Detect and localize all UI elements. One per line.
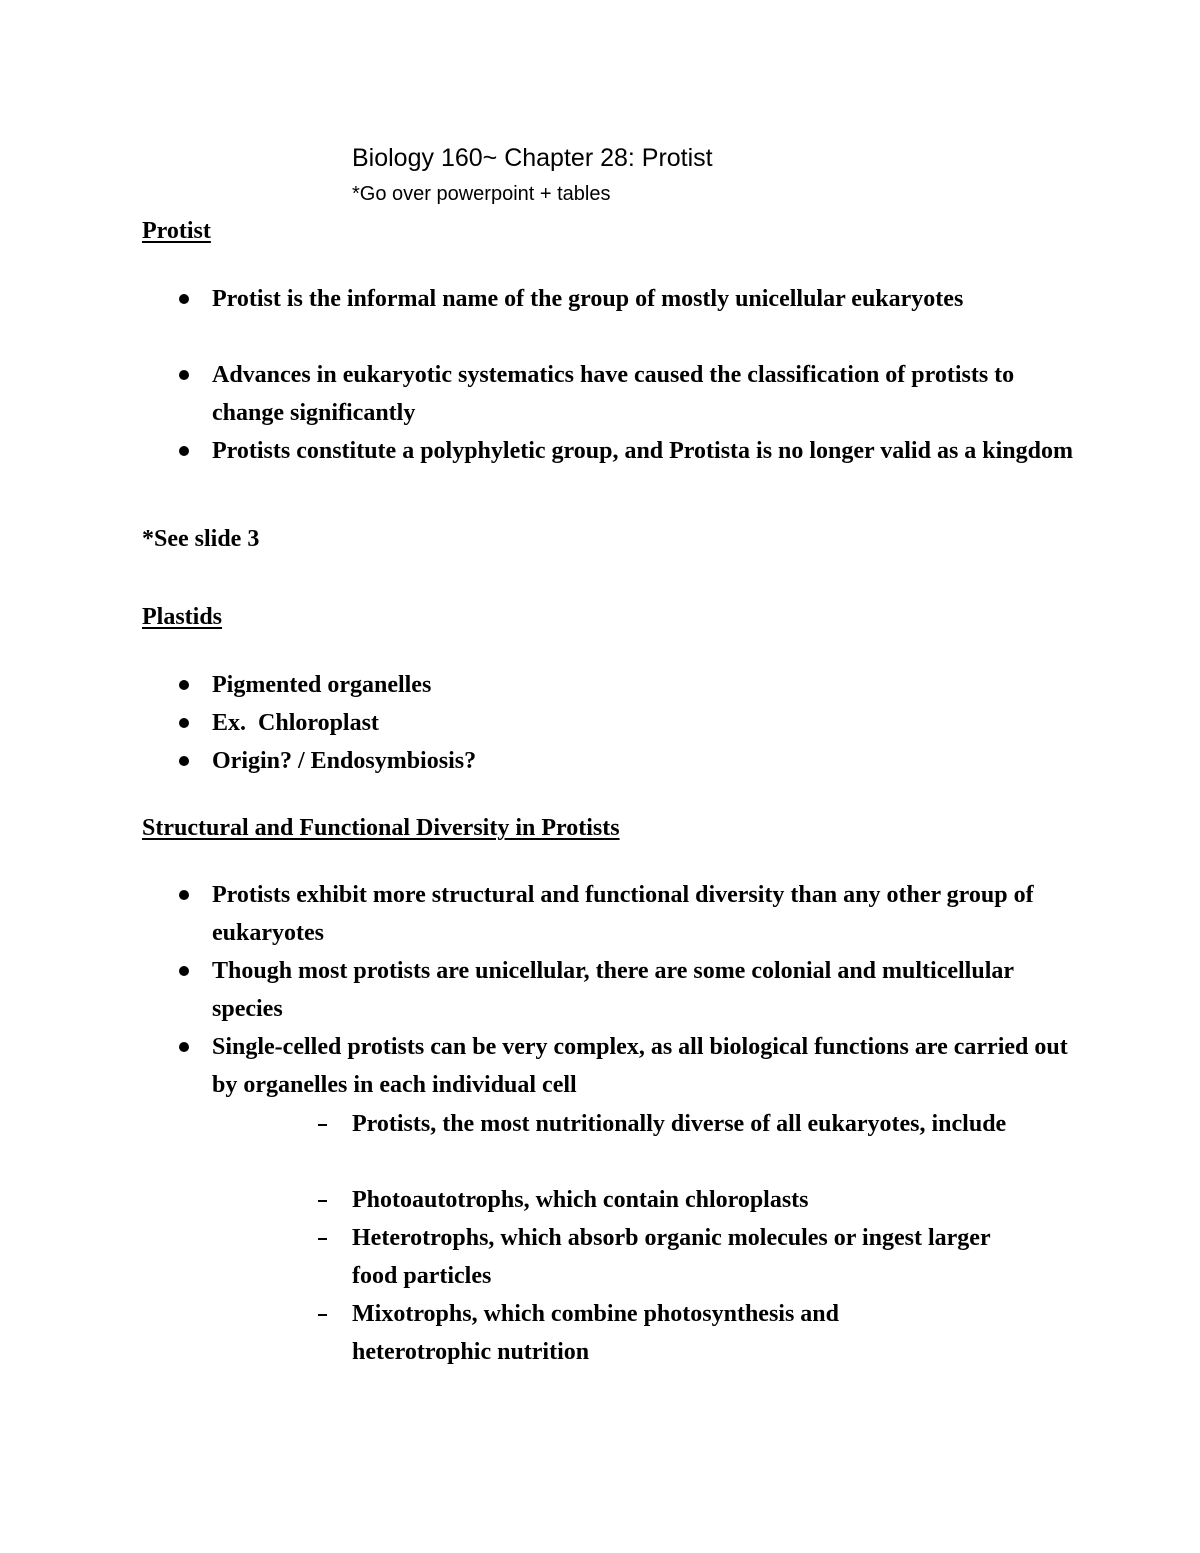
bullet-icon: [179, 680, 189, 690]
sub-list-item-text: Mixotrophs, which combine photosynthesis and heterotrophic nutrition: [352, 1301, 839, 1365]
bullet-icon: [179, 718, 189, 728]
list-item-text: Though most protists are unicellular, there are some colonial and multicellular species: [212, 958, 1014, 1022]
bullet-icon: [179, 966, 189, 976]
list-item-text: Ex. Chloroplast: [212, 710, 379, 736]
bullet-icon: [179, 1042, 189, 1052]
bullet-icon: [179, 890, 189, 900]
section-heading-plastids: Plastids: [142, 604, 223, 630]
list-item-text: Origin? / Endosymbiosis?: [212, 748, 477, 774]
section-heading-diversity: Structural and Functional Diversity in Protists: [142, 815, 620, 841]
bullet-icon: [179, 446, 189, 456]
bullet-icon: [179, 370, 189, 380]
sub-list-item-text: Protists, the most nutritionally diverse of all eukaryotes, include: [352, 1111, 1007, 1137]
list-item-text: Protists constitute a polyphyletic group, and Protista is no longer valid as a kingdom: [212, 438, 1073, 464]
dash-icon: [318, 1200, 327, 1202]
dash-icon: [318, 1124, 327, 1126]
list-item-text: Protists exhibit more structural and functional diversity than any other group of eukaryotes: [212, 882, 1034, 946]
bullet-icon: [179, 294, 189, 304]
list-item-text: Protist is the informal name of the group of mostly unicellular eukaryotes: [212, 286, 964, 312]
list-item-text: Single-celled protists can be very complex, as all biological functions are carried out by organelles in each individual cell: [212, 1034, 1068, 1098]
slide-note: *See slide 3: [142, 526, 260, 552]
document-subtitle: *Go over powerpoint + tables: [352, 183, 611, 205]
sub-list-item-text: Photoautotrophs, which contain chloroplasts: [352, 1187, 809, 1213]
dash-icon: [318, 1238, 327, 1240]
list-item-text: Advances in eukaryotic systematics have caused the classification of protists to change significantly: [212, 362, 1015, 426]
dash-icon: [318, 1314, 327, 1316]
list-item-text: Pigmented organelles: [212, 672, 432, 698]
document-title: Biology 160~ Chapter 28: Protist: [352, 144, 713, 172]
section-heading-protist: Protist: [142, 218, 211, 244]
sub-list-item-text: Heterotrophs, which absorb organic molecules or ingest larger food particles: [352, 1225, 991, 1289]
bullet-icon: [179, 756, 189, 766]
